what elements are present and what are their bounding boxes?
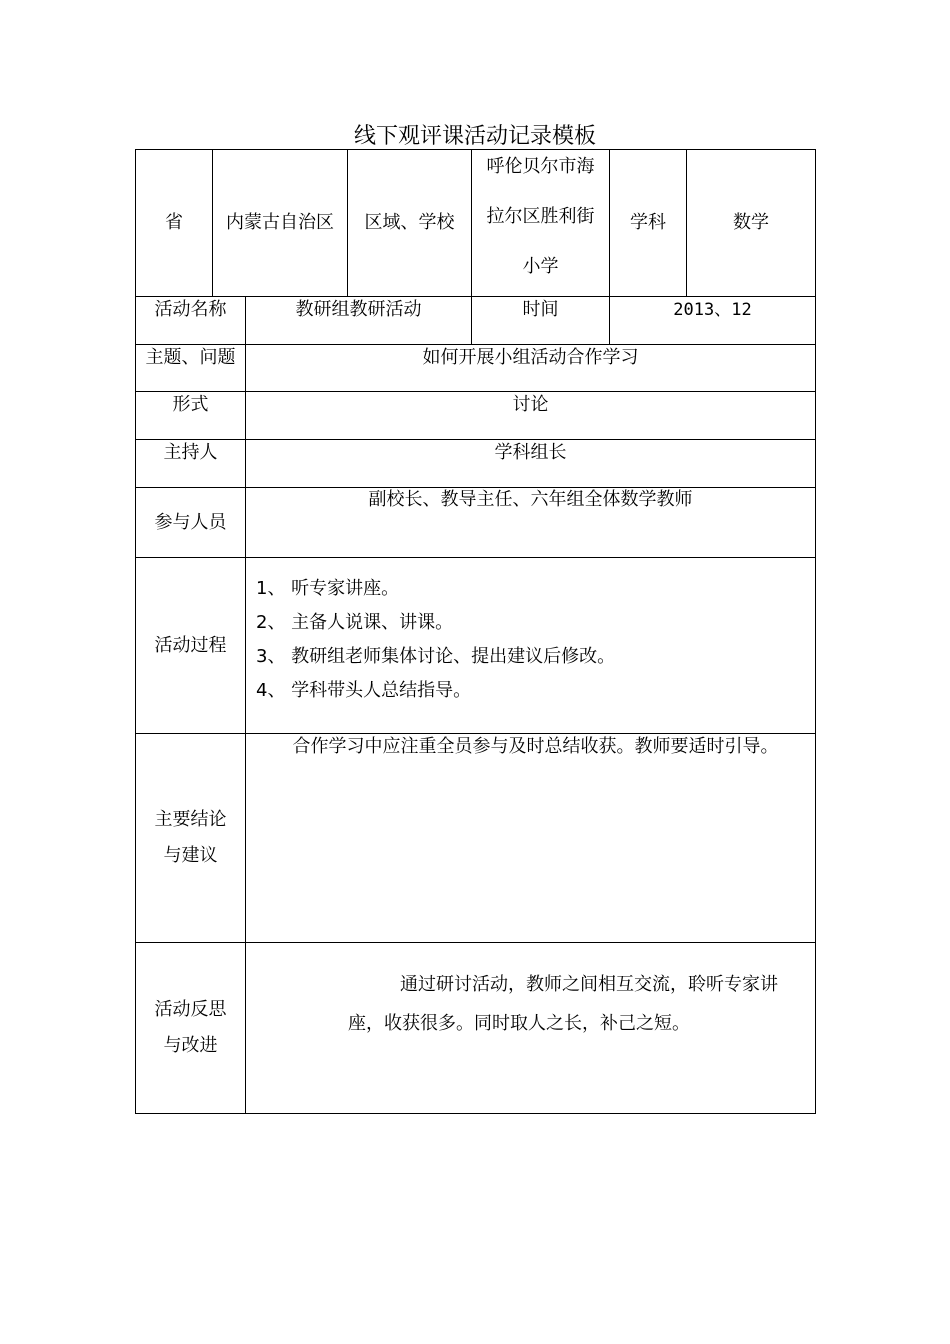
table-border-bottom xyxy=(135,1113,816,1114)
table-border-right xyxy=(815,149,816,1114)
reflection-value-line: 通过研讨活动，教师之间相互交流，聆听专家讲 xyxy=(400,974,778,995)
region-value-line: 小学 xyxy=(522,256,559,277)
host-value: 学科组长 xyxy=(494,442,567,463)
process-item: 3、 教研组老师集体讨论、提出建议后修改。 xyxy=(256,646,616,667)
process-list xyxy=(246,572,815,712)
process-item: 4、 学科带头人总结指导。 xyxy=(256,680,472,701)
row-divider xyxy=(135,439,816,440)
form-value: 讨论 xyxy=(512,394,549,415)
conclusion-label xyxy=(136,734,245,942)
document-title: 线下观评课活动记录模板 xyxy=(353,124,596,149)
time-value: 2013、12 xyxy=(673,300,752,320)
row-divider xyxy=(135,344,816,345)
reflection-label xyxy=(136,943,245,1113)
process-item: 1、 听专家讲座。 xyxy=(256,578,400,599)
region-value-line: 呼伦贝尔市海 xyxy=(486,156,595,177)
form-label: 形式 xyxy=(172,394,209,415)
subject-label: 学科 xyxy=(630,212,666,233)
process-item: 2、 主备人说课、讲课。 xyxy=(256,612,454,633)
process-label: 活动过程 xyxy=(154,634,227,656)
conclusion-value: 合作学习中应注重全员参与及时总结收获。教师要适时引导。 xyxy=(292,736,779,757)
topic-label: 主题、问题 xyxy=(145,347,236,368)
subject-value: 数学 xyxy=(733,212,769,233)
province-label: 省 xyxy=(165,212,183,233)
region-value-line: 拉尔区胜利街 xyxy=(486,206,595,227)
participants-label: 参与人员 xyxy=(154,511,227,533)
row-divider xyxy=(135,391,816,392)
conclusion-label-line: 主要结论 xyxy=(154,809,227,830)
reflection-label-line: 与改进 xyxy=(163,1035,218,1056)
region-value xyxy=(472,137,609,297)
reflection-label-line: 活动反思 xyxy=(154,999,227,1020)
conclusion-label-line: 与建议 xyxy=(163,845,218,866)
participants-value: 副校长、教导主任、六年组全体数学教师 xyxy=(368,489,693,510)
activity-name-label: 活动名称 xyxy=(154,299,227,320)
reflection-value-line: 座，收获很多。同时取人之长，补己之短。 xyxy=(348,1013,690,1034)
topic-value: 如何开展小组活动合作学习 xyxy=(422,347,639,368)
host-label: 主持人 xyxy=(163,442,218,463)
time-label: 时间 xyxy=(522,299,559,320)
activity-name-value: 教研组教研活动 xyxy=(295,299,422,320)
region-label: 区域、学校 xyxy=(364,212,455,233)
province-value: 内蒙古自治区 xyxy=(226,212,334,233)
